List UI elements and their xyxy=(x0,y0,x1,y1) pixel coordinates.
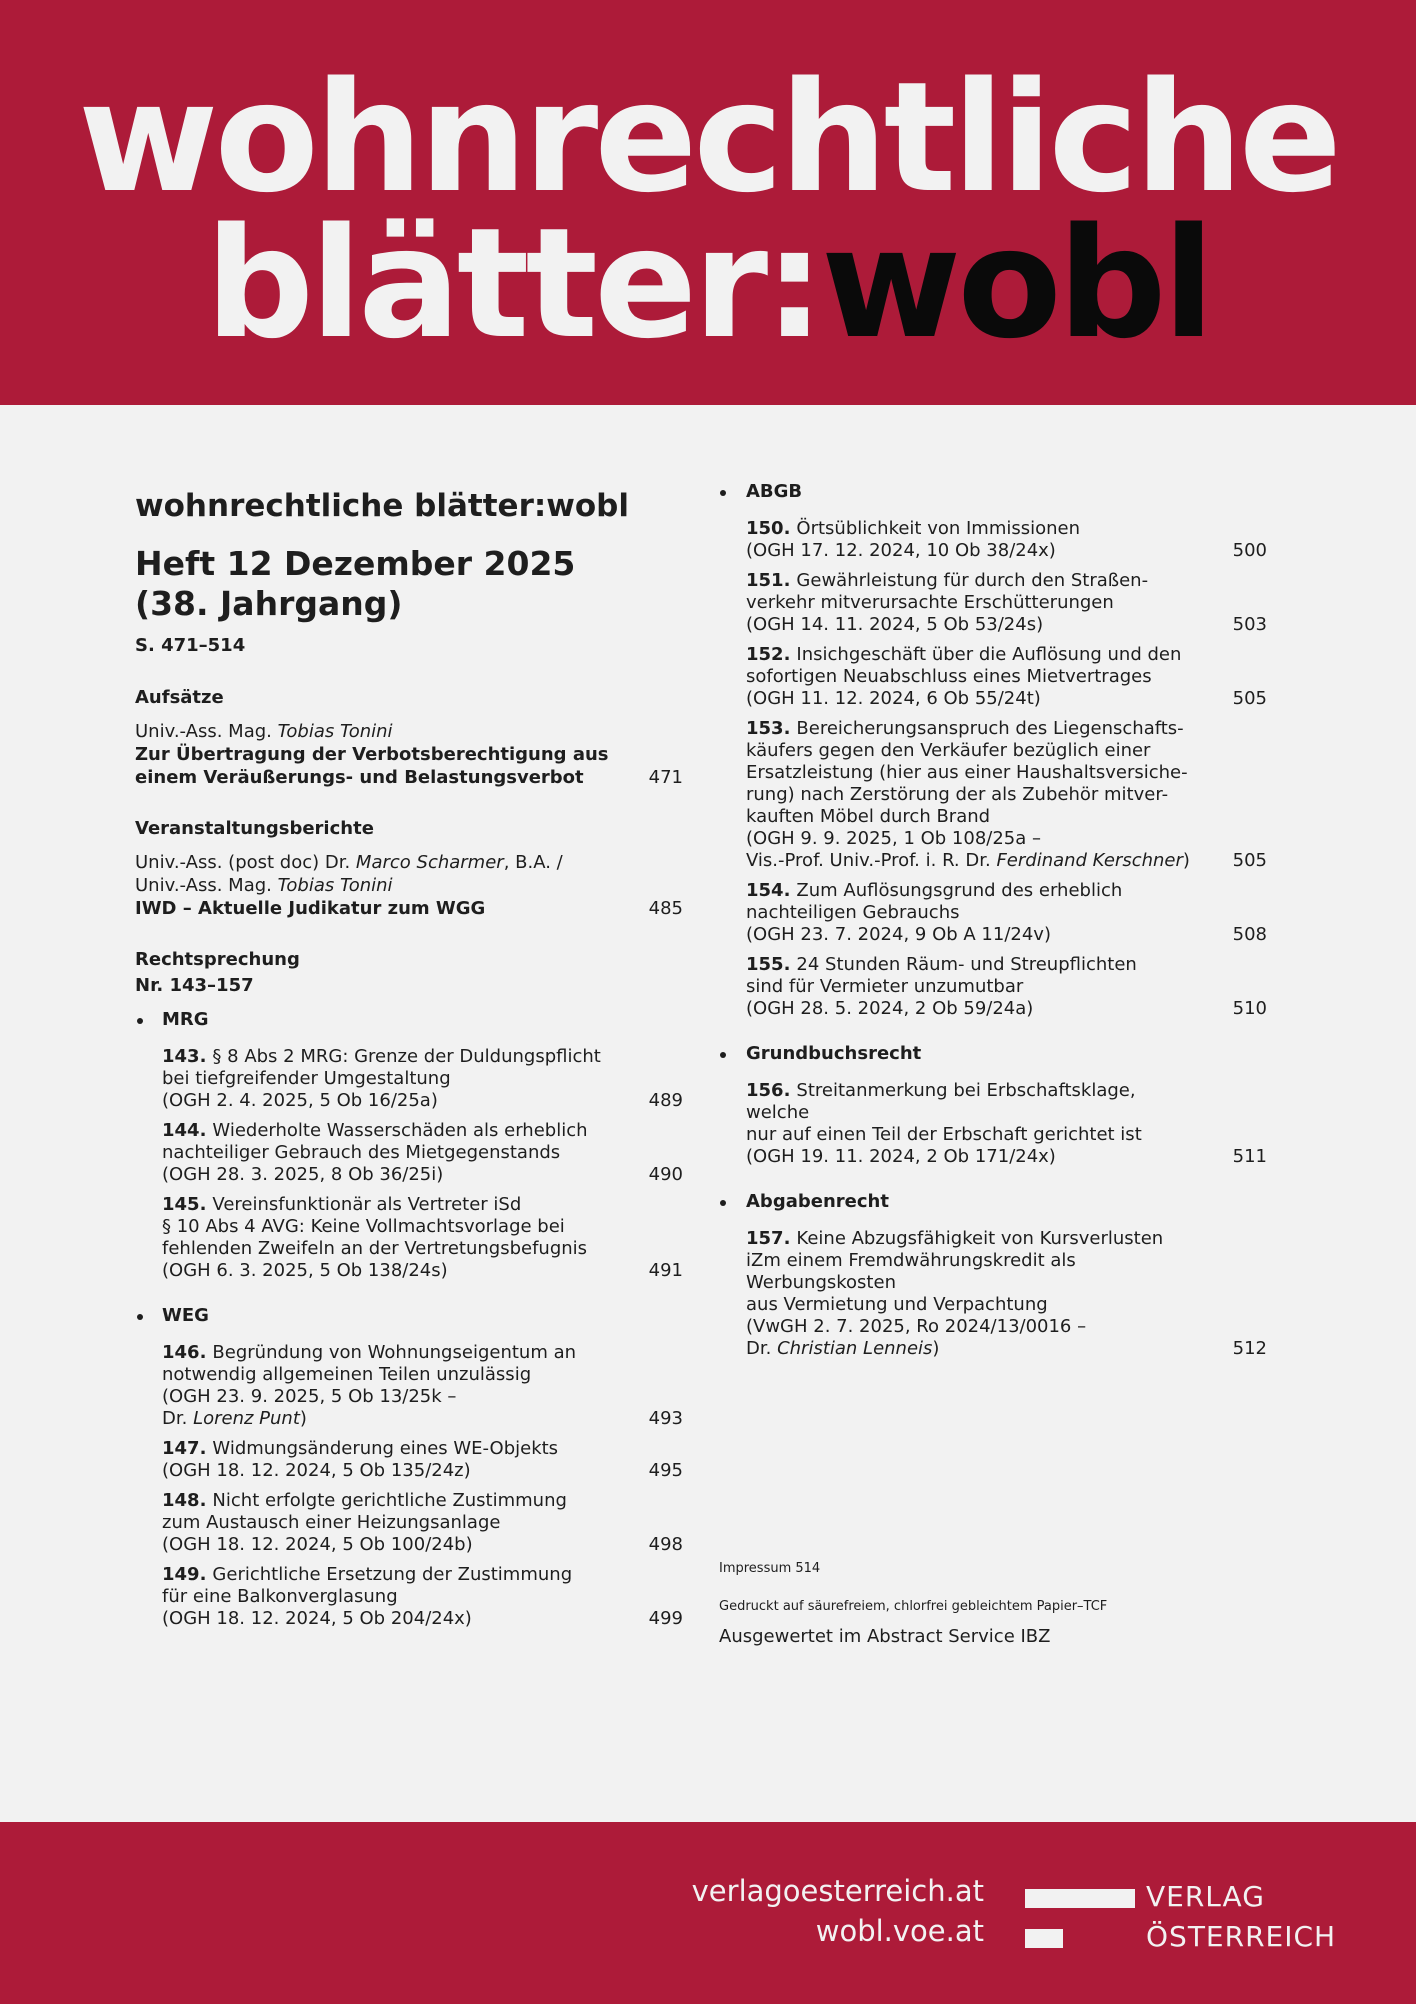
section-veranstaltungsberichte: Veranstaltungsberichte xyxy=(135,818,374,839)
case-citation: (OGH 9. 9. 2025, 1 Ob 108/25a – xyxy=(746,828,1042,849)
case-citation: (OGH 14. 11. 2024, 5 Ob 53/24s) xyxy=(746,614,1044,635)
author-name: Ferdinand Kerschner xyxy=(996,850,1183,871)
case-143[interactable] xyxy=(162,1046,683,1112)
case-147[interactable] xyxy=(162,1438,683,1482)
case-line: sofortigen Neuabschluss eines Mietvertrages xyxy=(746,666,1152,687)
toc-entry-bericht[interactable] xyxy=(135,851,683,920)
author-name: Marco Scharmer xyxy=(355,852,504,873)
case-line: aus Vermietung und Verpachtung xyxy=(746,1294,1048,1315)
case-number: 145. xyxy=(162,1194,207,1215)
case-line: für eine Balkonverglasung xyxy=(162,1586,398,1607)
case-155[interactable] xyxy=(746,954,1267,1020)
case-number: 157. xyxy=(746,1228,791,1249)
footer-banner xyxy=(0,1822,1416,2004)
case-citation: (OGH 18. 12. 2024, 5 Ob 135/24z) xyxy=(162,1460,471,1481)
case-number: 146. xyxy=(162,1342,207,1363)
author-name: Christian Lenneis xyxy=(777,1338,933,1359)
publisher-url[interactable]: verlagoesterreich.at xyxy=(691,1874,984,1908)
case-citation: (OGH 6. 3. 2025, 5 Ob 138/24s) xyxy=(162,1260,448,1281)
case-number: 143. xyxy=(162,1046,207,1067)
section-rechtsprechung: Rechtsprechung xyxy=(135,949,300,970)
logo-bar-short xyxy=(1025,1929,1063,1948)
entry-heading xyxy=(135,766,619,789)
page-number: 495 xyxy=(648,1460,683,1481)
author-line xyxy=(135,720,619,743)
case-line: zum Austausch einer Heizungsanlage xyxy=(162,1512,501,1533)
case-number: 153. xyxy=(746,718,791,739)
case-line: Gewährleistung für durch den Straßen- xyxy=(796,570,1149,591)
author-suffix: ) xyxy=(932,1338,940,1359)
issue-line-2: (38. Jahrgang) xyxy=(135,584,403,623)
case-157[interactable] xyxy=(746,1228,1267,1360)
author-prefix: Univ.-Ass. Mag. xyxy=(135,875,278,896)
logo-line-2: ÖSTERREICH xyxy=(1146,1920,1337,1953)
author-prefix: Vis.-Prof. Univ.-Prof. i. R. Dr. xyxy=(746,850,997,871)
logo-text xyxy=(1146,1877,1336,1957)
case-line: rung) nach Zerstörung der als Zubehör mitver- xyxy=(746,784,1169,805)
case-line: kauften Möbel durch Brand xyxy=(746,806,991,827)
case-154[interactable] xyxy=(746,880,1267,946)
case-152[interactable] xyxy=(746,644,1267,710)
case-line: sind für Vermieter unzumutbar xyxy=(746,976,1024,997)
case-citation: (OGH 19. 11. 2024, 2 Ob 171/24x) xyxy=(746,1146,1056,1167)
impressum-note[interactable]: Impressum 514 xyxy=(719,1561,821,1576)
magazine-title: wohnrechtliche blätter:wobl xyxy=(135,488,630,524)
case-citation: (OGH 28. 3. 2025, 8 Ob 36/25i) xyxy=(162,1164,444,1185)
case-144[interactable] xyxy=(162,1120,683,1186)
page-number: 489 xyxy=(648,1090,683,1111)
case-line: nachteiligen Gebrauchs xyxy=(746,902,960,923)
entry-heading xyxy=(135,743,619,766)
case-citation: (OGH 18. 12. 2024, 5 Ob 204/24x) xyxy=(162,1608,472,1629)
case-number: 152. xyxy=(746,644,791,665)
case-line: Ersatzleistung (hier aus einer Haushaltsversiche- xyxy=(746,762,1188,783)
category-title: MRG xyxy=(135,1008,683,1032)
case-citation: (OGH 18. 12. 2024, 5 Ob 100/24b) xyxy=(162,1534,473,1555)
issue-title xyxy=(135,544,683,624)
author-prefix: Dr. xyxy=(746,1338,778,1359)
case-151[interactable] xyxy=(746,570,1267,636)
author-line xyxy=(135,851,619,874)
author-suffix: ) xyxy=(299,1408,307,1429)
page-number: 512 xyxy=(1232,1338,1267,1359)
masthead-banner xyxy=(0,0,1416,405)
case-number: 154. xyxy=(746,880,791,901)
case-citation: (OGH 28. 5. 2024, 2 Ob 59/24a) xyxy=(746,998,1034,1019)
case-number: 155. xyxy=(746,954,791,975)
page-number: 505 xyxy=(1232,850,1267,871)
category-mrg xyxy=(135,1008,683,1282)
page-number: 508 xyxy=(1232,924,1267,945)
heading-line: Zur Übertragung der Verbotsberechtigung aus xyxy=(135,744,609,765)
page-number: 498 xyxy=(648,1534,683,1555)
case-156[interactable] xyxy=(746,1080,1267,1168)
case-line: Nicht erfolgte gerichtliche Zustimmung xyxy=(212,1490,567,1511)
ibz-note: Ausgewertet im Abstract Service IBZ xyxy=(719,1626,1051,1647)
page-number: 499 xyxy=(648,1608,683,1629)
category-title: WEG xyxy=(135,1304,683,1328)
case-148[interactable] xyxy=(162,1490,683,1556)
case-line: nachteiliger Gebrauch des Mietgegenstands xyxy=(162,1142,561,1163)
case-number: 150. xyxy=(746,518,791,539)
category-weg xyxy=(135,1304,683,1630)
case-line: Streitanmerkung bei Erbschaftsklage, welche xyxy=(746,1080,1136,1123)
case-number-range: Nr. 143–157 xyxy=(135,975,254,996)
masthead-line-1: wohnrechtliche xyxy=(78,49,1338,226)
case-line: Vereinsfunktionär als Vertreter iSd xyxy=(212,1194,522,1215)
masthead-line-2 xyxy=(0,195,1416,372)
page-number: 505 xyxy=(1232,688,1267,709)
page-number: 511 xyxy=(1232,1146,1267,1167)
toc-right-column xyxy=(719,480,1267,1382)
case-number: 156. xyxy=(746,1080,791,1101)
logo-bar-long xyxy=(1025,1889,1135,1908)
case-number: 148. xyxy=(162,1490,207,1511)
case-author xyxy=(746,850,1203,872)
page-number: 500 xyxy=(1232,540,1267,561)
case-citation: (OGH 17. 12. 2024, 10 Ob 38/24x) xyxy=(746,540,1056,561)
case-citation: (OGH 11. 12. 2024, 6 Ob 55/24t) xyxy=(746,688,1041,709)
case-146[interactable] xyxy=(162,1342,683,1430)
author-line xyxy=(135,874,619,897)
author-name: Tobias Tonini xyxy=(277,721,393,742)
masthead-blaetter: blätter: xyxy=(205,195,821,372)
category-title: Grundbuchsrecht xyxy=(719,1042,1267,1066)
footer-urls xyxy=(692,1871,984,1951)
case-153[interactable] xyxy=(746,718,1267,872)
case-line: Keine Abzugsfähigkeit von Kursverlusten xyxy=(796,1228,1164,1249)
author-prefix: Univ.-Ass. (post doc) Dr. xyxy=(135,852,356,873)
category-title: Abgabenrecht xyxy=(719,1190,1267,1214)
page-number: 510 xyxy=(1232,998,1267,1019)
heading-line: IWD – Aktuelle Judikatur zum WGG xyxy=(135,898,486,919)
category-abgb xyxy=(719,480,1267,1020)
case-author xyxy=(162,1408,619,1430)
case-line: nur auf einen Teil der Erbschaft gerichtet ist xyxy=(746,1124,1142,1145)
category-grundbuchsrecht xyxy=(719,1042,1267,1168)
author-prefix: Dr. xyxy=(162,1408,194,1429)
toc-left-column xyxy=(135,480,683,1652)
case-145[interactable] xyxy=(162,1194,683,1282)
case-line: Insichgeschäft über die Auflösung und den xyxy=(796,644,1182,665)
case-number: 144. xyxy=(162,1120,207,1141)
case-citation: (OGH 23. 9. 2025, 5 Ob 13/25k – xyxy=(162,1386,457,1407)
author-suffix: ) xyxy=(1182,850,1190,871)
page-range: S. 471–514 xyxy=(135,635,246,656)
case-line: fehlenden Zweifeln an der Vertretungsbefugnis xyxy=(162,1238,588,1259)
case-number: 147. xyxy=(162,1438,207,1459)
masthead-wobl: wobl xyxy=(820,195,1211,372)
case-149[interactable] xyxy=(162,1564,683,1630)
case-line: notwendig allgemeinen Teilen unzulässig xyxy=(162,1364,532,1385)
heading-line: einem Veräußerungs- und Belastungsverbot xyxy=(135,767,584,788)
page-number: 503 xyxy=(1232,614,1267,635)
page-number: 490 xyxy=(648,1164,683,1185)
case-line: Wiederholte Wasserschäden als erheblich xyxy=(212,1120,588,1141)
author-name: Lorenz Punt xyxy=(193,1408,300,1429)
author-prefix: Univ.-Ass. Mag. xyxy=(135,721,278,742)
case-citation: (OGH 2. 4. 2025, 5 Ob 16/25a) xyxy=(162,1090,438,1111)
case-line: verkehr mitverursachte Erschütterungen xyxy=(746,592,1114,613)
category-abgabenrecht xyxy=(719,1190,1267,1360)
issue-line-1: Heft 12 Dezember 2025 xyxy=(135,544,576,583)
case-line: Begründung von Wohnungseigentum an xyxy=(212,1342,577,1363)
author-suffix: , B.A. / xyxy=(503,852,563,873)
paper-note: Gedruckt auf säurefreiem, chlorfrei gebleichtem Papier–TCF xyxy=(719,1599,1108,1614)
category-title: ABGB xyxy=(719,480,1267,504)
case-line: 24 Stunden Räum- und Streupflichten xyxy=(796,954,1137,975)
case-author xyxy=(746,1338,1203,1360)
journal-url[interactable]: wobl.voe.at xyxy=(815,1914,984,1948)
entry-heading xyxy=(135,897,619,920)
case-line: Widmungsänderung eines WE-Objekts xyxy=(212,1438,559,1459)
case-line: bei tiefgreifender Umgestaltung xyxy=(162,1068,451,1089)
toc-entry-aufsatz[interactable] xyxy=(135,720,683,789)
case-line: Gerichtliche Ersetzung der Zustimmung xyxy=(212,1564,573,1585)
author-name: Tobias Tonini xyxy=(277,875,393,896)
case-line: § 8 Abs 2 MRG: Grenze der Duldungspflicht xyxy=(212,1046,601,1067)
case-line: Zum Auflösungsgrund des erheblich xyxy=(796,880,1123,901)
case-150[interactable] xyxy=(746,518,1267,562)
case-line: käufers gegen den Verkäufer bezüglich einer xyxy=(746,740,1151,761)
case-number: 151. xyxy=(746,570,791,591)
page-number: 493 xyxy=(648,1408,683,1429)
case-citation: (OGH 23. 7. 2024, 9 Ob A 11/24v) xyxy=(746,924,1051,945)
case-citation: (VwGH 2. 7. 2025, Ro 2024/13/0016 – xyxy=(746,1316,1087,1337)
page-number: 471 xyxy=(648,767,683,788)
logo-line-1: VERLAG xyxy=(1146,1880,1265,1913)
page-number: 491 xyxy=(648,1260,683,1281)
case-line: iZm einem Fremdwährungskredit als Werbungskosten xyxy=(746,1250,1076,1293)
case-line: Bereicherungsanspruch des Liegenschafts- xyxy=(796,718,1184,739)
section-aufsaetze: Aufsätze xyxy=(135,687,224,708)
case-line: Örtsüblichkeit von Immissionen xyxy=(796,518,1081,539)
page-number: 485 xyxy=(648,898,683,919)
case-number: 149. xyxy=(162,1564,207,1585)
case-line: § 10 Abs 4 AVG: Keine Vollmachtsvorlage bei xyxy=(162,1216,565,1237)
